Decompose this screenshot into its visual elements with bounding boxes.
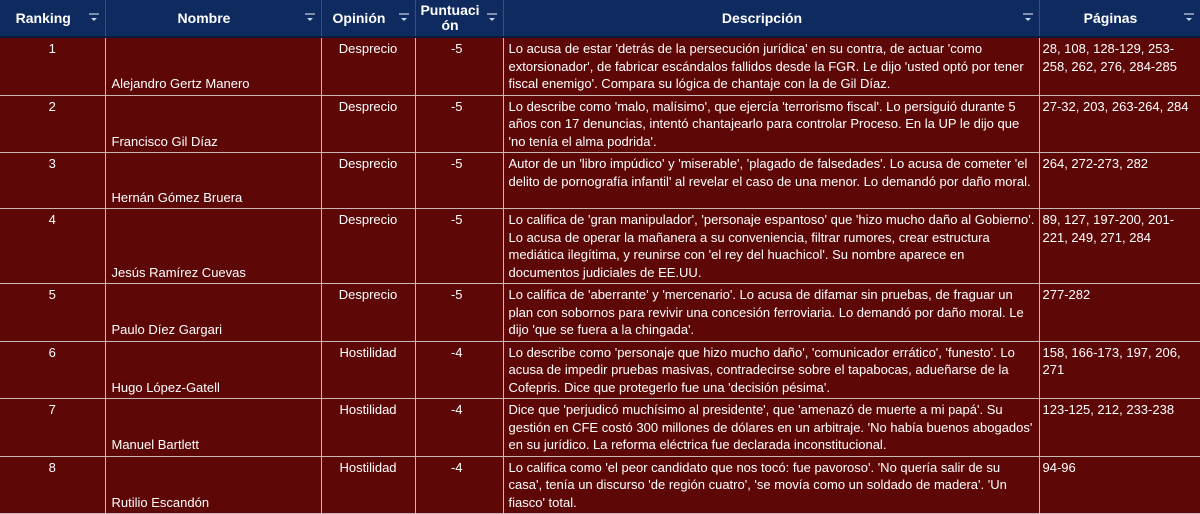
column-label-ranking: Ranking [15,9,71,26]
cell-descripcion[interactable]: Lo describe como 'malo, malísimo', que ejercía 'terrorismo fiscal'. Lo persiguió durante 5 años con 17 denuncias, intentó chantajearlo para controlar Proceso. En la UP le dijo que 'no tenía el alma podrida'. [503,95,1039,153]
cell-descripcion[interactable]: Lo acusa de estar 'detrás de la persecución jurídica' en su contra, de actuar 'como extorsionador', de fabricar escándalos fallidos desde la FGR. Le dijo 'usted optó por tener fiscal enemigo'. Compara su lógica de chantaje con la de Gil Díaz. [503,37,1039,95]
column-label-puntuacion-line2: ón [441,17,459,33]
table-row [0,209,1200,284]
column-label-nombre: Nombre [177,9,231,26]
table-row [0,153,1200,209]
cell-nombre[interactable]: Hugo López-Gatell [105,341,321,399]
cell-descripcion[interactable]: Lo califica como 'el peor candidato que nos tocó: fue pavoroso'. 'No quería salir de su casa', tenía un discurso 'de región cuatro', 'se movía como un soldado de madera'. 'Un fiasco' total. [503,456,1039,514]
filter-dropdown-icon[interactable] [304,12,316,24]
cell-puntuacion[interactable]: -5 [415,95,503,153]
header-row [0,0,1200,37]
column-label-descripcion: Descripción [721,9,803,26]
column-label-opinion: Opinión [332,9,386,26]
cell-descripcion[interactable]: Dice que 'perjudicó muchísimo al presidente', que 'amenazó de muerte a mi papá'. Su gestión en CFE costó 300 millones de dólares en un arbitraje. 'No había buenos abogados' en su jurídico. La reforma eléctrica fue declarada inconstitucional. [503,399,1039,457]
cell-opinion[interactable]: Hostilidad [321,399,415,457]
cell-puntuacion[interactable]: -4 [415,456,503,514]
cell-puntuacion[interactable]: -4 [415,399,503,457]
table-body [0,37,1200,514]
cell-opinion[interactable]: Desprecio [321,209,415,284]
cell-paginas[interactable]: 158, 166-173, 197, 206, 271 [1039,341,1200,399]
column-header-paginas [1039,0,1200,37]
filter-dropdown-icon[interactable] [486,12,498,24]
cell-opinion[interactable]: Desprecio [321,284,415,342]
column-header-opinion [321,0,415,37]
cell-paginas[interactable]: 264, 272-273, 282 [1039,153,1200,209]
cell-ranking[interactable]: 5 [0,284,105,342]
cell-descripcion[interactable]: Lo califica de 'aberrante' y 'mercenario'. Lo acusa de difamar sin pruebas, de fraguar un plan con sobornos para revivir una concesión ferroviaria. Lo demandó por daño moral. Le dijo 'que se fuera a la chingada'. [503,284,1039,342]
cell-nombre[interactable]: Manuel Bartlett [105,399,321,457]
cell-paginas[interactable]: 89, 127, 197-200, 201-221, 249, 271, 284 [1039,209,1200,284]
cell-opinion[interactable]: Desprecio [321,95,415,153]
column-label-puntuacion-line1: Puntuaci [420,2,480,18]
cell-ranking[interactable]: 8 [0,456,105,514]
cell-descripcion[interactable]: Autor de un 'libro impúdico' y 'miserable', 'plagado de falsedades'. Lo acusa de cometer 'el delito de pornografía infantil' al revelar el caso de una menor. Lo demandó por daño moral. [503,153,1039,209]
cell-ranking[interactable]: 7 [0,399,105,457]
cell-nombre[interactable]: Paulo Díez Gargari [105,284,321,342]
table-row [0,456,1200,514]
table-row [0,95,1200,153]
column-header-puntuacion [415,0,503,37]
cell-nombre[interactable]: Alejandro Gertz Manero [105,37,321,95]
table-row [0,284,1200,342]
filter-dropdown-icon[interactable] [1022,12,1034,24]
filter-dropdown-icon[interactable] [398,12,410,24]
cell-puntuacion[interactable]: -4 [415,341,503,399]
table-row [0,399,1200,457]
cell-nombre[interactable]: Jesús Ramírez Cuevas [105,209,321,284]
cell-nombre[interactable]: Francisco Gil Díaz [105,95,321,153]
cell-paginas[interactable]: 277-282 [1039,284,1200,342]
cell-puntuacion[interactable]: -5 [415,209,503,284]
cell-puntuacion[interactable]: -5 [415,37,503,95]
cell-ranking[interactable]: 4 [0,209,105,284]
cell-opinion[interactable]: Desprecio [321,153,415,209]
cell-descripcion[interactable]: Lo califica de 'gran manipulador', 'personaje espantoso' que 'hizo mucho daño al Gobierno'. Lo acusa de operar la mañanera a su conveniencia, filtrar rumores, crear estructura mediática ilegítima, y reunirse con 'el rey del huachicol'. Su nombre aparece en documentos judiciales de EE.UU. [503,209,1039,284]
table-header [0,0,1200,37]
column-header-descripcion [503,0,1039,37]
cell-nombre[interactable]: Rutilio Escandón [105,456,321,514]
cell-paginas[interactable]: 27-32, 203, 263-264, 284 [1039,95,1200,153]
cell-paginas[interactable]: 123-125, 212, 233-238 [1039,399,1200,457]
cell-ranking[interactable]: 1 [0,37,105,95]
table-row [0,341,1200,399]
column-header-nombre [105,0,321,37]
filter-dropdown-icon[interactable] [88,12,100,24]
cell-opinion[interactable]: Hostilidad [321,341,415,399]
cell-opinion[interactable]: Desprecio [321,37,415,95]
filter-dropdown-icon[interactable] [1183,12,1195,24]
cell-opinion[interactable]: Hostilidad [321,456,415,514]
cell-ranking[interactable]: 3 [0,153,105,209]
cell-puntuacion[interactable]: -5 [415,153,503,209]
cell-ranking[interactable]: 2 [0,95,105,153]
cell-paginas[interactable]: 28, 108, 128-129, 253-258, 262, 276, 284-285 [1039,37,1200,95]
cell-puntuacion[interactable]: -5 [415,284,503,342]
cell-nombre[interactable]: Hernán Gómez Bruera [105,153,321,209]
column-label-paginas: Páginas [1083,9,1138,26]
cell-ranking[interactable]: 6 [0,341,105,399]
table-row [0,37,1200,95]
cell-descripcion[interactable]: Lo describe como 'personaje que hizo mucho daño', 'comunicador errático', 'funesto'. Lo acusa de impedir pruebas masivas, contradecirse sobre el tapabocas, adueñarse de la Cofepris. Dice que protegerlo fue una 'decisión pésima'. [503,341,1039,399]
column-header-ranking [0,0,105,37]
cell-paginas[interactable]: 94-96 [1039,456,1200,514]
